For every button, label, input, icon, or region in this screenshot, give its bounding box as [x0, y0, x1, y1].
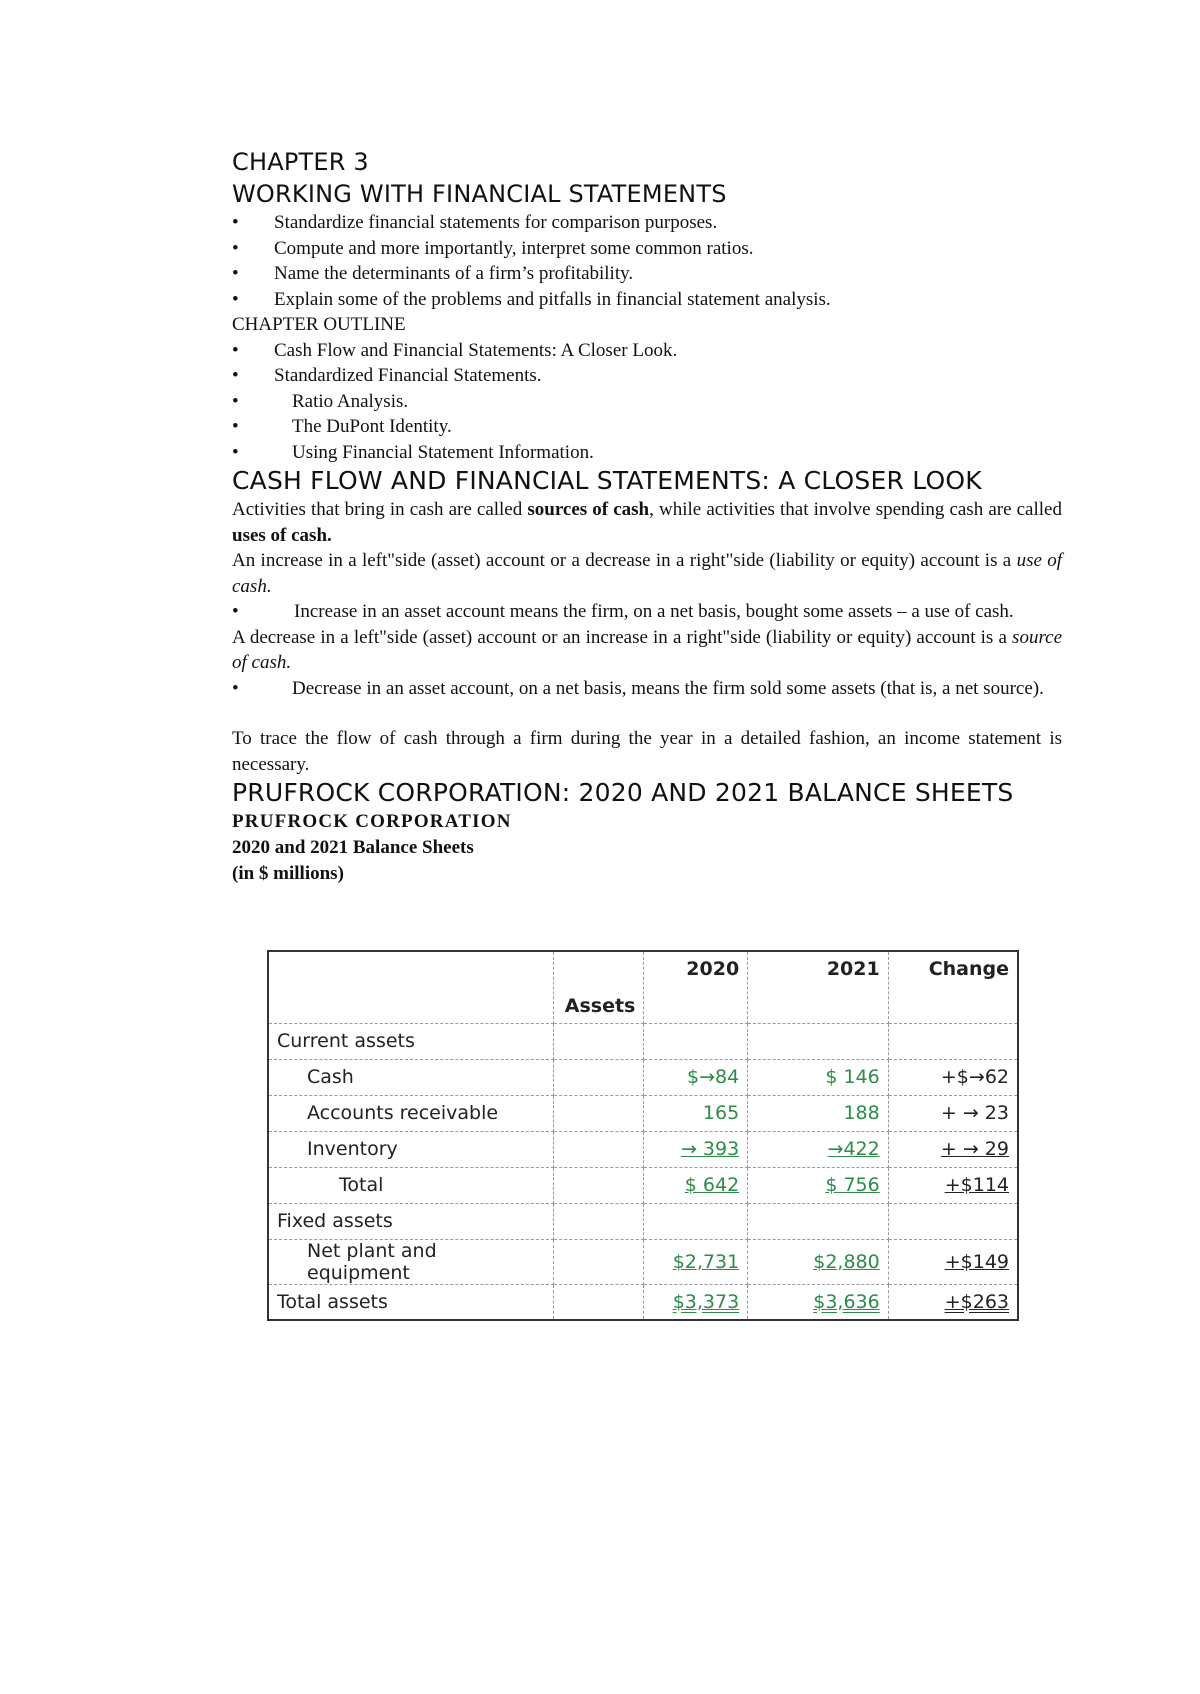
chapter-title: WORKING WITH FINANCIAL STATEMENTS [232, 180, 727, 208]
cell-blank [554, 1239, 644, 1284]
cell-2020: $2,731 [644, 1239, 748, 1284]
table-row [268, 1203, 1018, 1239]
list-item: • Standardized Financial Statements. [232, 363, 1062, 389]
list-item: • Explain some of the problems and pitfalls in financial statement analysis. [232, 287, 1062, 313]
bullet-icon: • [232, 677, 239, 699]
cell-2021: $ 756 [748, 1167, 889, 1203]
row-label: Total [268, 1167, 554, 1203]
cell-change: +$263 [888, 1284, 1018, 1320]
cell-blank [554, 1131, 644, 1167]
cell-blank [554, 1203, 644, 1239]
cell-change: + → 29 [888, 1131, 1018, 1167]
cell-change: + → 23 [888, 1095, 1018, 1131]
table-row [268, 1239, 1018, 1284]
blank-line [232, 701, 1062, 726]
cell-2021: →422 [748, 1131, 889, 1167]
table-row [268, 1023, 1018, 1059]
bullet-icon: • [232, 263, 239, 284]
table-row [268, 1284, 1018, 1320]
cell-blank [554, 1284, 644, 1320]
statement-title: 2020 and 2021 Balance Sheets [232, 837, 474, 858]
cell-change: +$114 [888, 1167, 1018, 1203]
cell-change: +$→62 [888, 1059, 1018, 1095]
bullet-icon: • [232, 288, 239, 310]
cell-2021 [748, 1203, 889, 1239]
header-assets: Assets [554, 951, 644, 1023]
cell-blank [554, 1167, 644, 1203]
outline-heading: CHAPTER OUTLINE [232, 314, 406, 335]
list-item: • Using Financial Statement Information. [232, 440, 1062, 466]
row-label: Net plant and equipment [268, 1239, 554, 1284]
cell-blank [554, 1095, 644, 1131]
header-2020: 2020 [644, 951, 748, 1023]
paragraph-source-of-cash: A decrease in a left"side (asset) account or an increase in a right"side (liability or equity) account is a source of cash. [232, 626, 1062, 673]
cell-blank [554, 1023, 644, 1059]
list-item: • The DuPont Identity. [232, 414, 1062, 440]
table-row [268, 1131, 1018, 1167]
paragraph-sources-uses: Activities that bring in cash are called sources of cash, while activities that involve spending cash are called uses of cash. [232, 499, 1062, 546]
bullet-icon: • [232, 212, 239, 233]
chapter-number: CHAPTER 3 [232, 148, 369, 176]
cell-2020 [644, 1203, 748, 1239]
document-page [232, 146, 1062, 887]
row-label: Cash [268, 1059, 554, 1095]
cell-change: +$149 [888, 1239, 1018, 1284]
row-label: Current assets [268, 1023, 554, 1059]
paragraph-trace-cash: To trace the flow of cash through a firm during the year in a detailed fashion, an income statement is necessary. [232, 728, 1062, 775]
bullet-icon: • [232, 365, 239, 386]
bullet-icon: • [232, 339, 239, 361]
cell-2020: $ 642 [644, 1167, 748, 1203]
cell-2020: $→84 [644, 1059, 748, 1095]
list-item: • Standardize financial statements for comparison purposes. [232, 210, 1062, 236]
header-change: Change [888, 951, 1018, 1023]
table-row [268, 1095, 1018, 1131]
objectives-list [232, 210, 1062, 312]
bullet-icon: • [232, 441, 239, 463]
cell-2020 [644, 1023, 748, 1059]
row-label: Accounts receivable [268, 1095, 554, 1131]
bullet-icon: • [232, 237, 239, 259]
cell-2021 [748, 1023, 889, 1059]
table-row [268, 1059, 1018, 1095]
list-item: • Name the determinants of a firm’s profitability. [232, 261, 1062, 287]
row-label: Inventory [268, 1131, 554, 1167]
section-heading: PRUFROCK CORPORATION: 2020 AND 2021 BALANCE SHEETS [232, 778, 1014, 807]
header-blank [268, 951, 554, 1023]
corporation-name: PRUFROCK CORPORATION [232, 811, 512, 832]
balance-sheet-table [267, 950, 1019, 1321]
row-label: Fixed assets [268, 1203, 554, 1239]
cell-2020: $3,373 [644, 1284, 748, 1320]
list-item: • Cash Flow and Financial Statements: A Closer Look. [232, 338, 1062, 364]
outline-list [232, 338, 1062, 466]
row-label: Total assets [268, 1284, 554, 1320]
bullet-paragraph-decrease: • Decrease in an asset account, on a net basis, means the firm sold some assets (that is, a net source). [232, 676, 1062, 702]
cell-blank [554, 1059, 644, 1095]
statement-units: (in $ millions) [232, 863, 344, 884]
table-row [268, 1167, 1018, 1203]
table-header-row [268, 951, 1018, 1023]
bullet-icon: • [232, 601, 239, 622]
cell-2021: $3,636 [748, 1284, 889, 1320]
cell-2021: 188 [748, 1095, 889, 1131]
list-item: • Compute and more importantly, interpret some common ratios. [232, 236, 1062, 262]
cell-change [888, 1023, 1018, 1059]
cell-2020: → 393 [644, 1131, 748, 1167]
cell-2020: 165 [644, 1095, 748, 1131]
bullet-paragraph-increase: • Increase in an asset account means the firm, on a net basis, bought some assets – a use of cash. [232, 599, 1062, 625]
cell-2021: $ 146 [748, 1059, 889, 1095]
bullet-icon: • [232, 416, 239, 437]
list-item: • Ratio Analysis. [232, 389, 1062, 415]
header-2021: 2021 [748, 951, 889, 1023]
cell-2021: $2,880 [748, 1239, 889, 1284]
cell-change [888, 1203, 1018, 1239]
bullet-icon: • [232, 390, 239, 412]
paragraph-use-of-cash: An increase in a left"side (asset) account or a decrease in a right"side (liability or equity) account is a use of cash. [232, 550, 1062, 597]
section-heading: CASH FLOW AND FINANCIAL STATEMENTS: A CLOSER LOOK [232, 466, 982, 495]
